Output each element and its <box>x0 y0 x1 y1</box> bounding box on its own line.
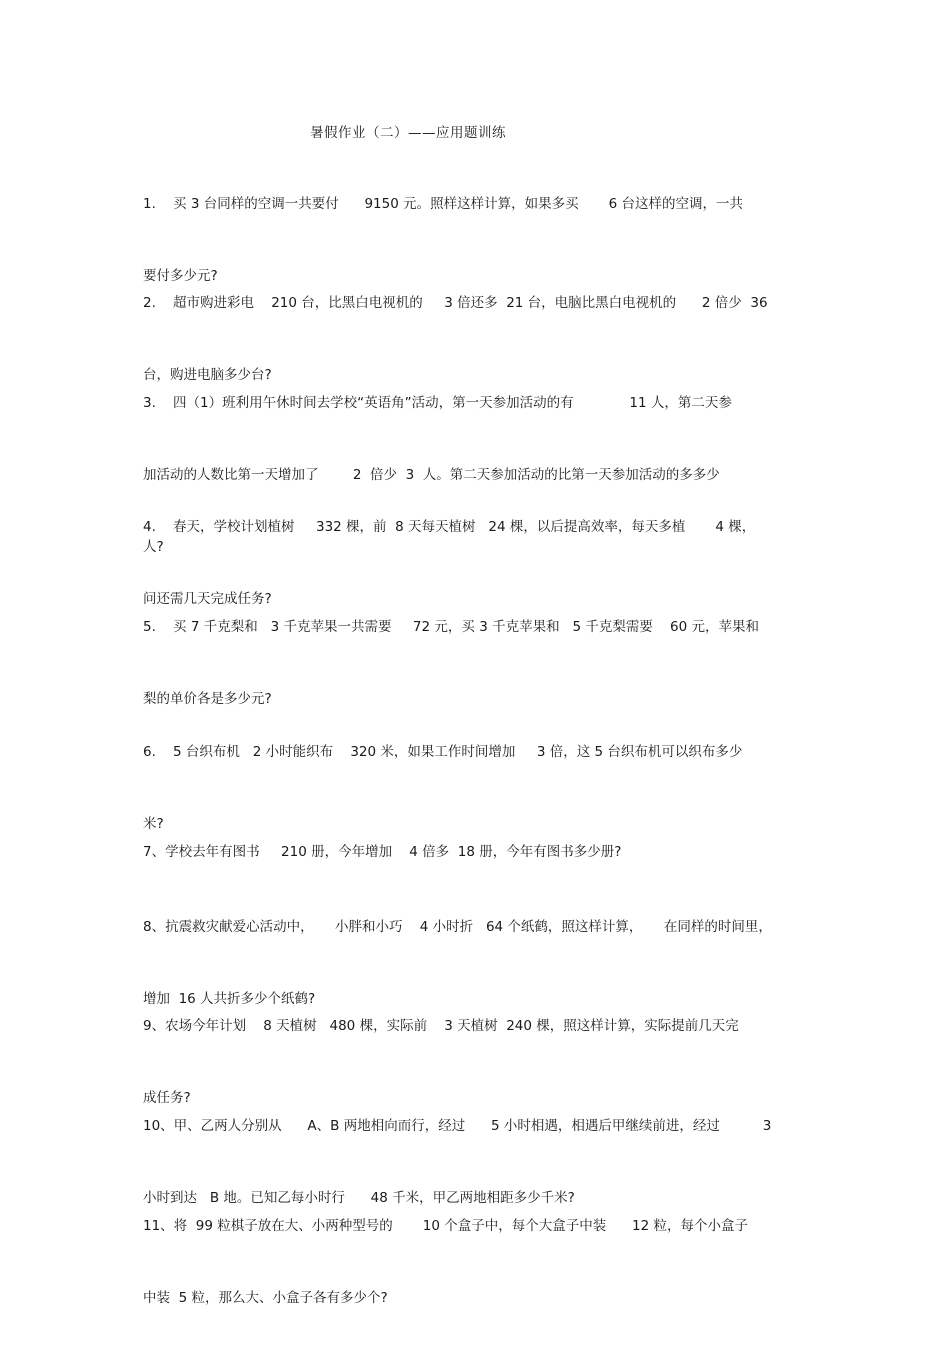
question-line: 3. 四（1）班利用午休时间去学校“英语角”活动，第一天参加活动的有 11 人，第二天参 <box>143 395 732 411</box>
question-line: 9、农场今年计划 8 天植树 480 棵，实际前 3 天植树 240 棵，照这样计算，实际提前几天完 <box>143 1018 739 1034</box>
question-line: 中装 5 粒，那么大、小盒子各有多少个? <box>143 1290 388 1306</box>
question-line: 8、抗震救灾献爱心活动中， 小胖和小巧 4 小时折 64 个纸鹤，照这样计算， 在同样的时间里， <box>143 919 772 935</box>
question-line: 梨的单价各是多少元? <box>143 691 272 707</box>
question-line: 成任务? <box>143 1090 191 1106</box>
question-line: 4. 春天，学校计划植树 332 棵，前 8 天每天植树 24 棵，以后提高效率，每天多植 4 棵， <box>143 519 756 535</box>
question-line: 10、甲、乙两人分别从 A、B 两地相向而行，经过 5 小时相遇，相遇后甲继续前进，经过 3 <box>143 1118 772 1134</box>
question-line: 问还需几天完成任务? <box>143 591 272 607</box>
question-line: 5. 买 7 千克梨和 3 千克苹果一共需要 72 元，买 3 千克苹果和 5 千克梨需要 60 元，苹果和 <box>143 619 759 635</box>
question-line: 人? <box>143 539 164 555</box>
document-title: 暑假作业（二）——应用题训练 <box>310 125 506 141</box>
question-line: 加活动的人数比第一天增加了 2 倍少 3 人。第二天参加活动的比第一天参加活动的多多少 <box>143 467 720 483</box>
question-line: 小时到达 B 地。已知乙每小时行 48 千米，甲乙两地相距多少千米? <box>143 1190 575 1206</box>
question-line: 米? <box>143 816 164 832</box>
question-line: 2. 超市购进彩电 210 台，比黑白电视机的 3 倍还多 21 台，电脑比黑白电视机的 2 倍少 36 <box>143 295 768 311</box>
question-line: 增加 16 人共折多少个纸鹤? <box>143 991 316 1007</box>
question-line: 7、学校去年有图书 210 册，今年增加 4 倍多 18 册，今年有图书多少册? <box>143 844 622 860</box>
question-line: 6. 5 台织布机 2 小时能织布 320 米，如果工作时间增加 3 倍，这 5 台织布机可以织布多少 <box>143 744 743 760</box>
question-line: 1. 买 3 台同样的空调一共要付 9150 元。照样这样计算，如果多买 6 台这样的空调，一共 <box>143 196 744 212</box>
question-line: 要付多少元? <box>143 268 218 284</box>
question-line: 台，购进电脑多少台? <box>143 367 272 383</box>
question-11 <box>143 1166 811 1358</box>
question-line: 11、将 99 粒棋子放在大、小两种型号的 10 个盒子中，每个大盒子中装 12 粒，每个小盒子 <box>143 1218 748 1234</box>
